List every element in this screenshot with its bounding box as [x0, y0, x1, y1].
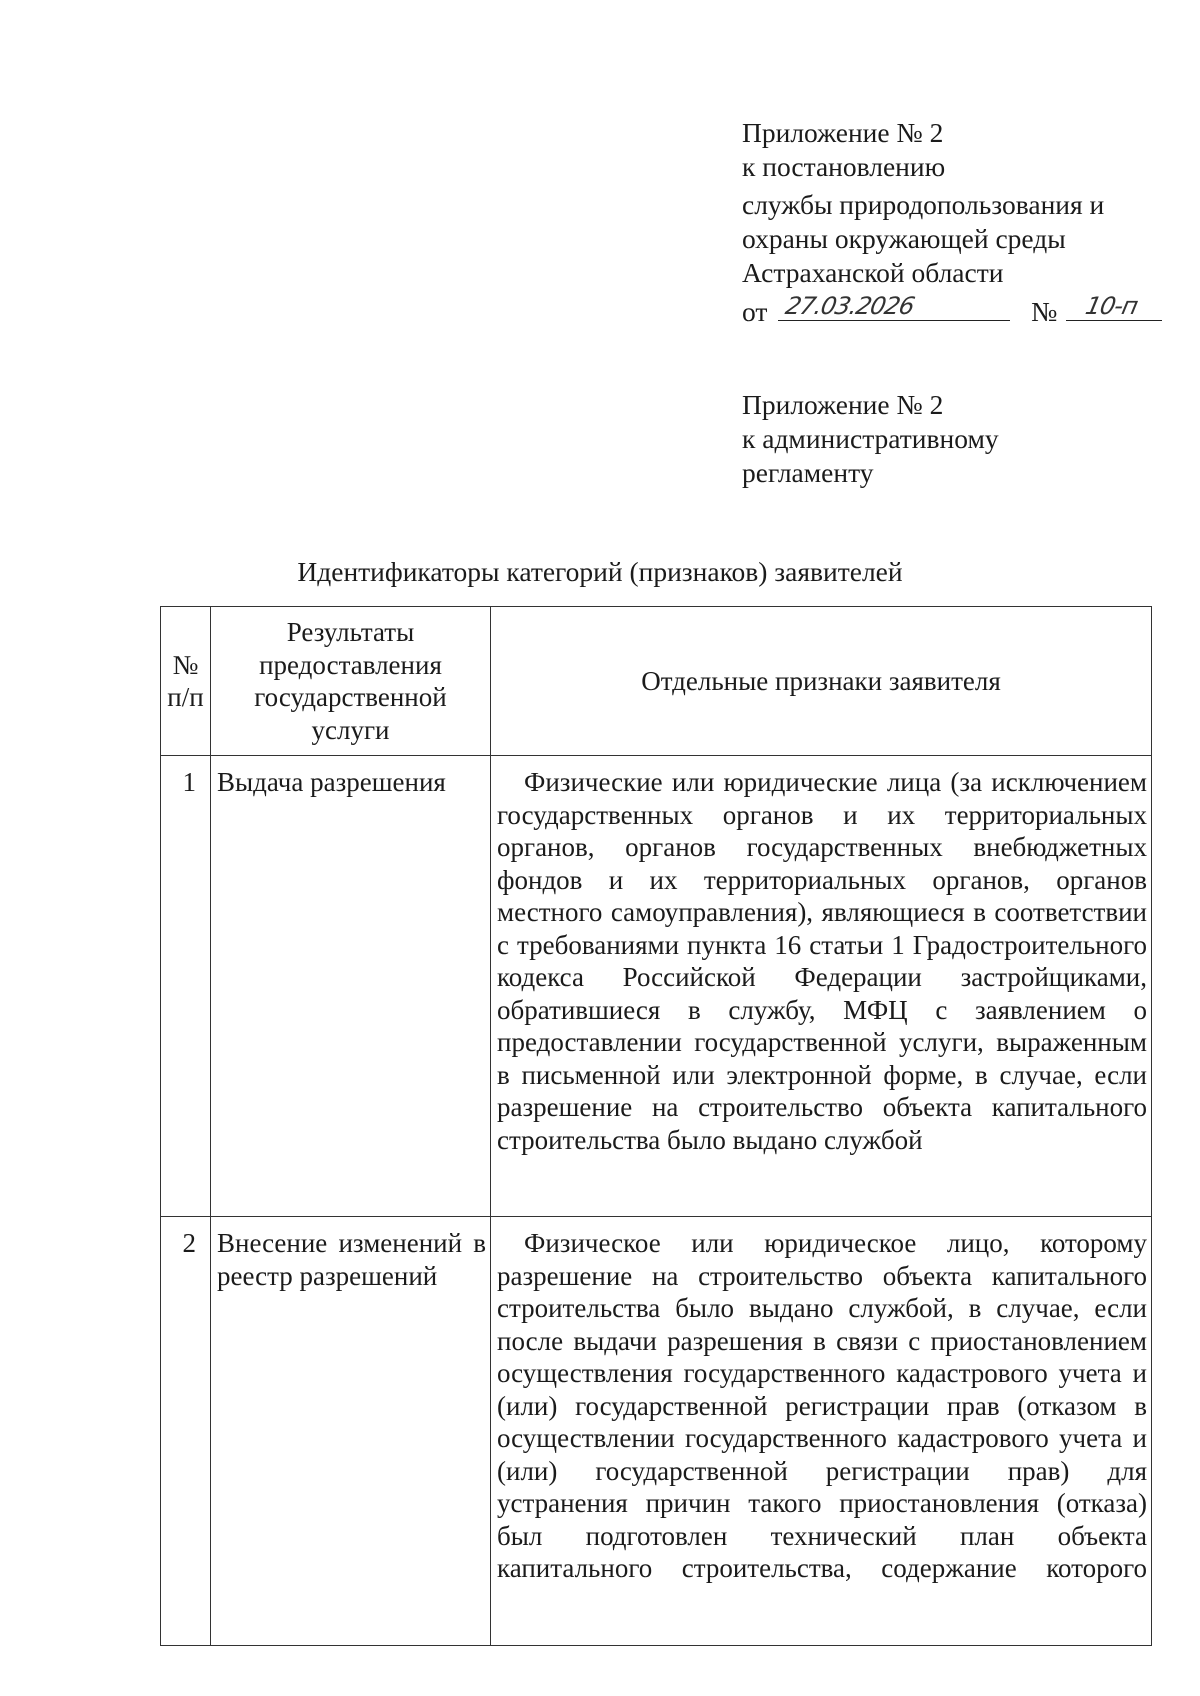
header-conditions: Отдельные признаки заявителя: [491, 607, 1152, 756]
approval-line-region: Астраханской области: [742, 257, 1004, 288]
number-prefix: №: [1031, 296, 1058, 327]
table-row: [161, 1217, 1152, 1646]
number-field: [1066, 290, 1162, 321]
approval-line-resolution: к постановлению: [742, 151, 946, 182]
approval-date-number-line: [742, 290, 1162, 329]
header-num: № п/п: [161, 607, 211, 756]
row-result: Внесение изменений в реестр разрешений: [211, 1217, 491, 1646]
table-header-row: [161, 607, 1152, 756]
date-field: [778, 290, 1010, 321]
document-title: Идентификаторы категорий (признаков) заявителей: [297, 556, 903, 587]
approval-line-environment: охраны окружающей среды: [742, 223, 1066, 254]
row-conditions: Физическое или юридическое лицо, которому разрешение на строительство объекта капитального строительства было выдано службой, в случае, если после выдачи разрешения в связи с приостановлением осуществления государственного кадастрового учета и (или) государственной регистрации прав (отказом в осуществлении государственного кадастрового учета и (или) государственной регистрации прав) для устранения причин такого приостановления (отказа) был подготовлен технический план объекта капитального строительства, содержание которого: [491, 1217, 1152, 1646]
approval-stamp-block: [742, 116, 1162, 329]
regulation-line-appendix: Приложение № 2: [742, 389, 944, 420]
approval-line-service: службы природопользования и: [742, 189, 1105, 220]
row-conditions: Физические или юридические лица (за исключением государственных органов и их территориальных органов, органов государственных внебюджетных фондов и их территориальных органов, органов местного самоуправления), являющиеся в соответствии с требованиями пункта 16 статьи 1 Градостроительного кодекса Российской Федерации застройщиками, обратившиеся в службу, МФЦ с заявлением о предоставлении государственной услуги, выраженным в письменной или электронной форме, в случае, если разрешение на строительство объекта капитального строительства было выдано службой: [491, 756, 1152, 1217]
handwritten-number: 10-п: [1083, 292, 1141, 320]
row-result: Выдача разрешения: [211, 756, 491, 1217]
table-row: [161, 756, 1152, 1217]
regulation-line-regulation: регламенту: [742, 457, 874, 488]
approval-line-appendix: Приложение № 2: [742, 117, 944, 148]
date-prefix: от: [742, 296, 768, 327]
handwritten-date: 27.03.2026: [783, 292, 917, 320]
applicant-categories-table: [160, 606, 1152, 1646]
regulation-appendix-block: [742, 388, 999, 490]
regulation-line-administrative: к административному: [742, 423, 999, 454]
row-num: 1: [161, 756, 211, 1217]
header-result: Результаты предоставления государственной услуги: [211, 607, 491, 756]
row-num: 2: [161, 1217, 211, 1646]
